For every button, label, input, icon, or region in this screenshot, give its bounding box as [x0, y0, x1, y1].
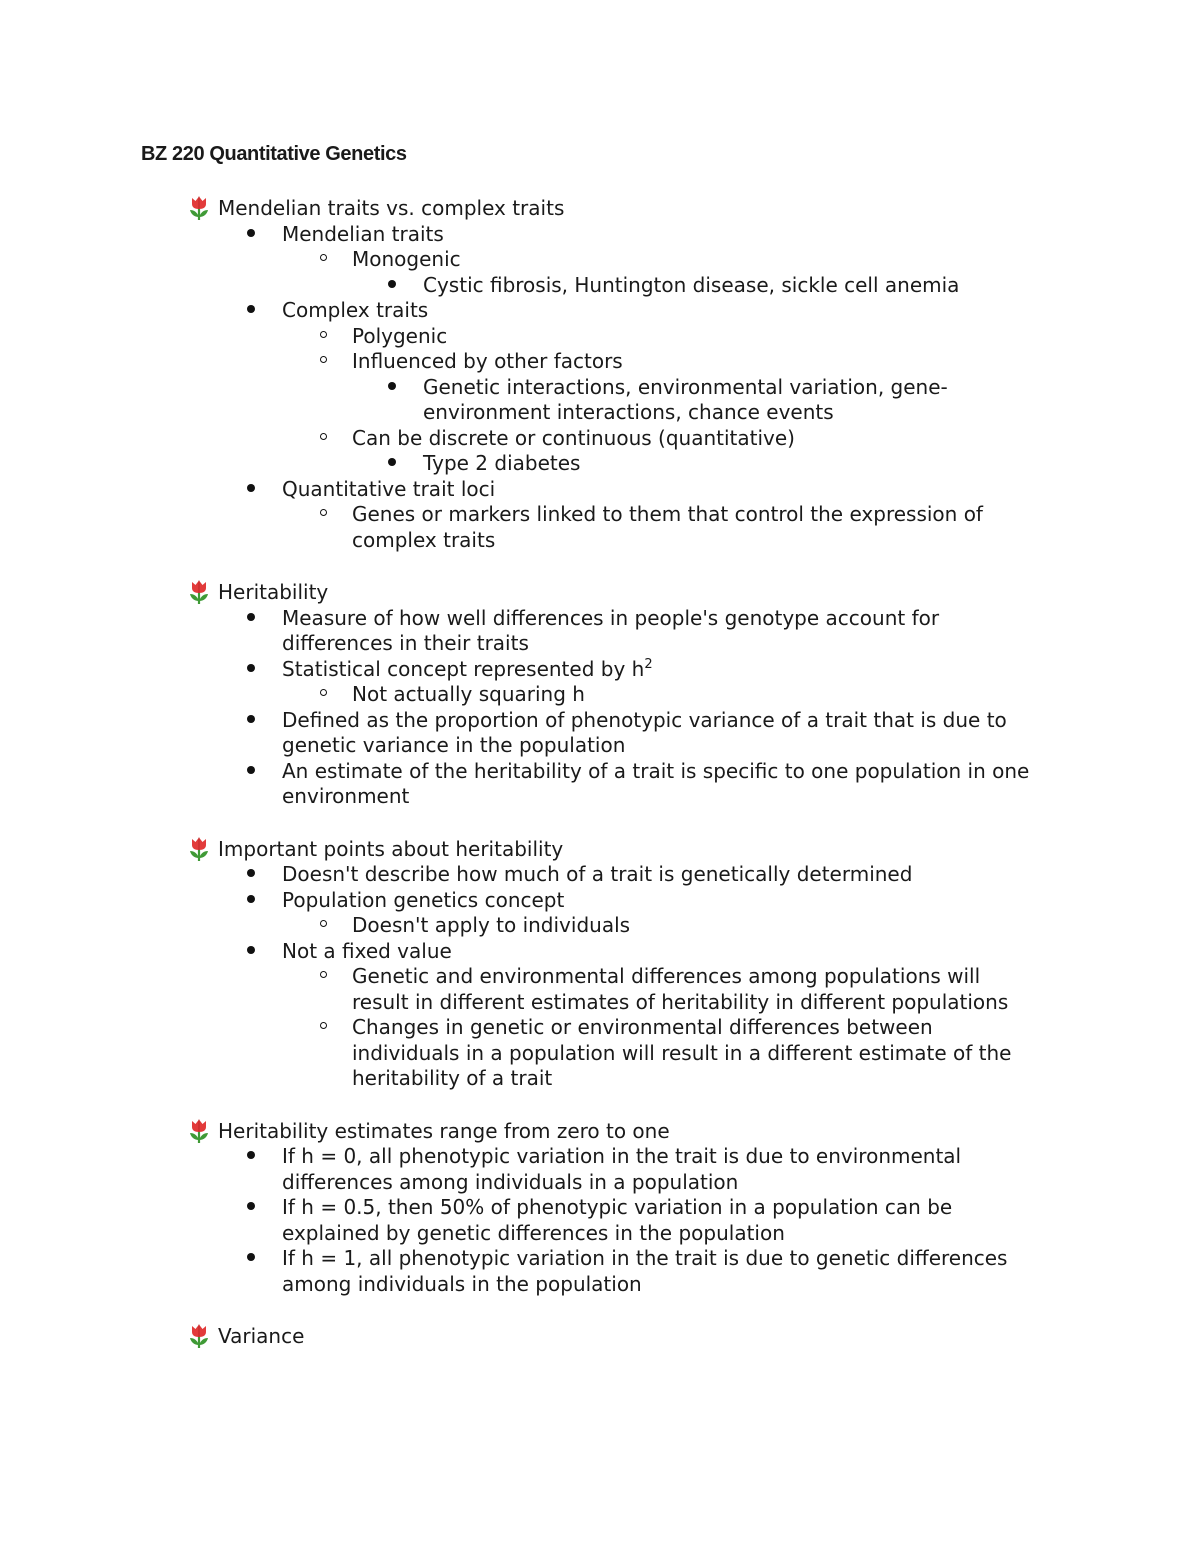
- bullet-item: [0, 1144, 1042, 1195]
- page-title: BZ 220 Quantitative Genetics: [141, 143, 407, 165]
- section-heading-text: Heritability: [218, 580, 329, 604]
- section-heading: [0, 196, 1200, 222]
- sub-bullet-item: [0, 247, 1042, 273]
- section-heading: [0, 1119, 1200, 1145]
- sub-bullet-item: [0, 502, 1042, 553]
- item-text: Measure of how well differences in people's genotype account for differences in their traits: [282, 605, 940, 655]
- bullet-item: [0, 862, 1042, 888]
- section-heading: [0, 1324, 1200, 1350]
- sub-bullet-item: [0, 913, 1042, 939]
- bullet-item: [0, 888, 1042, 914]
- item-text: Mendelian traits: [282, 221, 444, 246]
- bullet-item: [0, 298, 1042, 324]
- sub-sub-bullet-item: [0, 375, 1043, 426]
- section-heading-text: Important points about heritability: [218, 836, 564, 861]
- sub-bullet-item: [0, 426, 1042, 452]
- outline-section: [0, 1119, 1200, 1298]
- item-text: Population genetics concept: [282, 887, 565, 912]
- sub-bullet-item: [0, 349, 1042, 375]
- tulip-icon: [188, 579, 210, 605]
- item-text: Influenced by other factors: [352, 349, 623, 373]
- outline-section: [0, 196, 1200, 553]
- tulip-icon: [188, 1323, 210, 1349]
- sub-sub-bullet-item: [0, 273, 1043, 299]
- sub-bullet-item: [0, 964, 1042, 1015]
- item-text: Genetic and environmental differences among populations will result in different estimates of heritability in different populations: [352, 964, 1009, 1014]
- item-text: Complex traits: [282, 298, 429, 322]
- bullet-list: [0, 862, 1200, 1092]
- item-text: Can be discrete or continuous (quantitative): [352, 425, 795, 450]
- item-text: Quantitative trait loci: [282, 476, 496, 501]
- item-text: Not actually squaring h: [352, 682, 585, 706]
- item-text: Doesn't describe how much of a trait is genetically determined: [282, 862, 913, 886]
- section-heading: [0, 580, 1200, 606]
- tulip-icon: [188, 1118, 210, 1144]
- item-text: If h = 0, all phenotypic variation in the trait is due to environmental differences among individuals in a population: [282, 1144, 962, 1194]
- notes-body: [0, 196, 1200, 1377]
- bullet-item: [0, 708, 1042, 759]
- bullet-item: [0, 759, 1042, 810]
- bullet-list: [0, 1144, 1200, 1297]
- sub-bullet-item: [0, 682, 1042, 708]
- item-text: Genes or markers linked to them that control the expression of complex traits: [352, 502, 983, 552]
- bullet-item: [0, 477, 1042, 503]
- item-text: Not a fixed value: [282, 938, 452, 963]
- item-text: An estimate of the heritability of a trait is specific to one population in one environment: [282, 758, 1030, 808]
- bullet-item: [0, 606, 1042, 657]
- item-text: Polygenic: [352, 323, 448, 348]
- outline-section: [0, 1324, 1200, 1350]
- item-text: Monogenic: [352, 247, 461, 271]
- item-text: Statistical concept represented by h: [282, 656, 645, 681]
- section-heading: [0, 837, 1200, 863]
- item-text: Genetic interactions, environmental variation, gene-environment interactions, chance events: [423, 374, 948, 424]
- bullet-item: [0, 1195, 1042, 1246]
- item-text: Doesn't apply to individuals: [352, 913, 631, 937]
- item-text: Cystic fibrosis, Huntington disease, sickle cell anemia: [423, 272, 960, 297]
- tulip-icon: [188, 195, 210, 221]
- superscript: 2: [644, 656, 653, 672]
- item-text: Changes in genetic or environmental differences between individuals in a population will result in a different estimate of the heritability of a trait: [352, 1015, 1012, 1090]
- bullet-item: [0, 222, 1042, 248]
- bullet-list: [0, 606, 1200, 810]
- item-text: If h = 0.5, then 50% of phenotypic variation in a population can be explained by genetic differences in the population: [282, 1195, 953, 1245]
- outline-section: [0, 837, 1200, 1092]
- bullet-item: [0, 939, 1042, 965]
- item-text: Type 2 diabetes: [423, 451, 581, 475]
- item-text: If h = 1, all phenotypic variation in the trait is due to genetic differences among individuals in the population: [282, 1246, 1008, 1296]
- section-heading-text: Heritability estimates range from zero to one: [218, 1118, 670, 1143]
- bullet-list: [0, 222, 1200, 554]
- sub-bullet-item: [0, 1015, 1042, 1092]
- item-text: Defined as the proportion of phenotypic variance of a trait that is due to genetic variance in the population: [282, 707, 1007, 757]
- tulip-icon: [188, 836, 210, 862]
- section-heading-text: Variance: [218, 1324, 305, 1348]
- bullet-item: [0, 657, 1042, 683]
- bullet-item: [0, 1246, 1042, 1297]
- outline-section: [0, 580, 1200, 810]
- section-heading-text: Mendelian traits vs. complex traits: [218, 196, 565, 220]
- sub-bullet-item: [0, 324, 1042, 350]
- sub-sub-bullet-item: [0, 451, 1043, 477]
